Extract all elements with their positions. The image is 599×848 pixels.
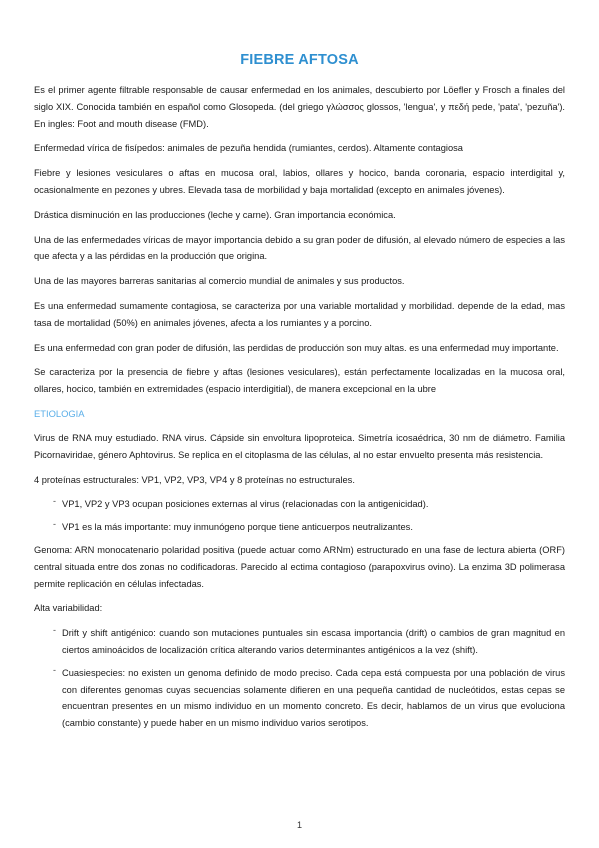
etiologia-paragraph-2: 4 proteínas estructurales: VP1, VP2, VP3, VP4 y 8 proteínas no estructurales. [34,474,355,485]
list-item-text: Cuasiespecies: no existen un genoma definido de modo preciso. Cada cepa está compuesta por una población de virus con diferentes genomas cuyas secuencias solamente difieren en una pequeña cantidad de nucleótidos, estas cepas se encuentran presentes en un mismo individuo en un momento concreto. Es decir, hablamos de un virus que evoluciona (cambio constante) y puede haber en un mismo individuo varios serotipos. [62,667,565,729]
genoma-paragraph: Genoma: ARN monocatenario polaridad positiva (puede actuar como ARNm) estructurado en una fase de lectura abierta (ORF) central situada entre dos zonas no codificadoras. Parecido al ectima contagioso (parapoxvirus ovino). La enzima 3D polimerasa permite replicación en células infectadas. [34,544,565,589]
document-title: FIEBRE AFTOSA [240,52,359,68]
list-item [54,625,565,659]
variabilidad-list [34,625,565,732]
list-item-text: Drift y shift antigénico: cuando son mutaciones puntuales sin escasa importancia (drift) o cambios de gran magnitud en ciertos aminoácidos de localización crítica alterando varios determinantes antigénicos a la vez (shift). [62,628,565,655]
list-item [54,665,565,732]
etiologia-paragraph-1: Virus de RNA muy estudiado. RNA virus. Cápside sin envoltura lipoproteica. Simetría icosaédrica, 30 nm de diámetro. Familia Picornaviridae, género Aphtovirus. Se replica en el citoplasma de las células, al no estar envuelto presenta más resistencia. [34,432,565,460]
etiologia-heading: ETIOLOGIA [34,407,85,419]
intro-paragraph-5: Una de las enfermedades víricas de mayor importancia debido a su gran poder de difusión, al elevado número de especies a las que afecta y a las pérdidas en la producción que origina. [34,234,565,262]
list-item [54,496,565,513]
list-marker: - [53,519,56,530]
intro-paragraph-8: Es una enfermedad con gran poder de difusión, las perdidas de producción son muy altas. es una enfermedad muy importante. [34,342,559,353]
proteinas-list [34,496,565,536]
list-item-text: VP1 es la más importante: muy inmunógeno porque tiene anticuerpos neutralizantes. [62,522,413,533]
intro-paragraph-2: Enfermedad vírica de fisípedos: animales de pezuña hendida (rumiantes, cerdos). Altamente contagiosa [34,143,463,154]
intro-paragraph-1: Es el primer agente filtrable responsable de causar enfermedad en los animales, descubierto por Löefler y Frosch a finales del siglo XIX. Conocida también en español como Glosopeda. (del griego γλώσσος glossos, 'lengua', y πεδή pede, 'pata', 'pezuña'). En ingles: Foot and mouth disease (FMD). [34,85,565,129]
page-number: 1 [296,820,302,830]
list-item-text: VP1, VP2 y VP3 ocupan posiciones externas al virus (relacionadas con la antigenicidad). [62,499,429,510]
intro-paragraph-7: Es una enfermedad sumamente contagiosa, se caracteriza por una variable mortalidad y morbilidad. depende de la edad, mas tasa de mortalidad (50%) en animales jóvenes, afecta a los rumiantes y a porcino. [34,300,565,328]
list-marker: - [53,496,56,507]
variabilidad-heading: Alta variabilidad: [34,603,103,614]
list-marker: - [53,664,56,675]
intro-paragraph-4: Drástica disminución en las producciones (leche y carne). Gran importancia económica. [34,209,396,220]
intro-paragraph-9: Se caracteriza por la presencia de fiebre y aftas (lesiones vesiculares), están perfectamente localizadas en la mucosa oral, ollares, hocico, también en extremidades (espacio interdigitial), de manera excepcional en la ubre [34,367,565,395]
intro-paragraph-6: Una de las mayores barreras sanitarias al comercio mundial de animales y sus productos. [34,276,405,287]
intro-paragraph-3: Fiebre y lesiones vesiculares o aftas en mucosa oral, labios, ollares y hocico, banda coronaria, espacio interdigital y, ocasionalmente en pezones y ubres. Elevada tasa de morbilidad y baja mortalidad (excepto en animales jóvenes). [34,168,565,195]
document-body [34,82,565,732]
list-marker: - [53,625,56,636]
list-item [54,519,565,536]
